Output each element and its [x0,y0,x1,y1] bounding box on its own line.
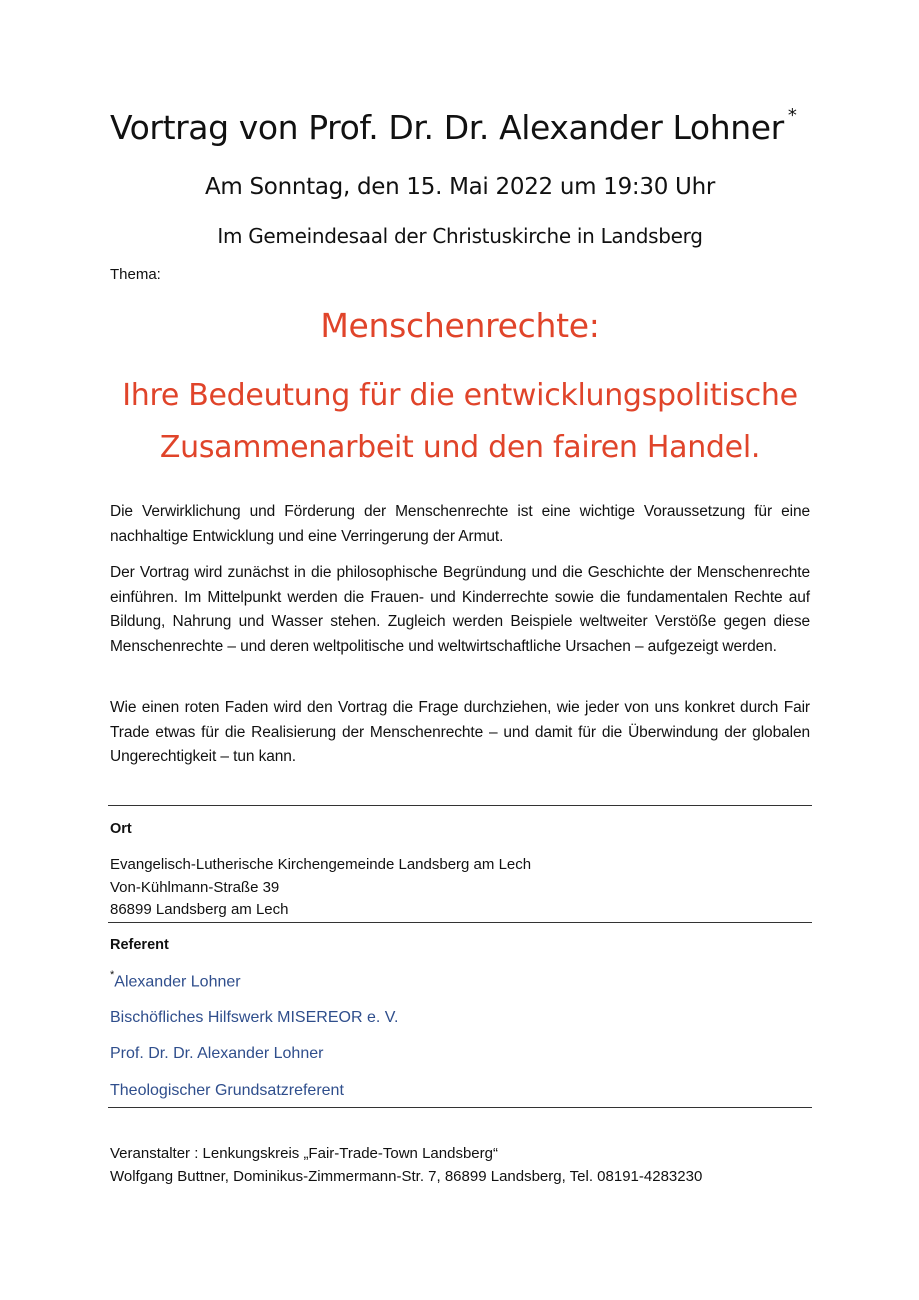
section-divider [108,805,812,806]
section-divider [108,1107,812,1108]
referent-name [110,971,241,991]
topic-subline [100,370,820,474]
referent-label: Referent [110,937,169,953]
section-divider [108,922,812,923]
title-footnote-mark: * [787,105,797,126]
organizer-line: Veranstalter : Lenkungskreis „Fair-Trade-Town Landsberg“ [110,1145,498,1162]
page-title [110,105,797,147]
ort-label: Ort [110,821,132,837]
address-line: 86899 Landsberg am Lech [110,901,289,918]
topic-subline-1: Ihre Bedeutung für die entwicklungspolitische [122,378,798,413]
event-date: Am Sonntag, den 15. Mai 2022 um 19:30 Uhr [204,174,716,200]
title-text: Vortrag von Prof. Dr. Dr. Alexander Lohner [110,108,784,147]
body-paragraph: Die Verwirklichung und Förderung der Menschenrechte ist eine wichtige Voraussetzung für eine nachhaltige Entwicklung und eine Verringerung der Armut. [110,503,810,545]
referent-full-name: Prof. Dr. Dr. Alexander Lohner [110,1045,324,1062]
footer [110,1143,702,1188]
address-line: Evangelisch-Lutherische Kirchengemeinde Landsberg am Lech [110,856,532,873]
topic-headline: Menschenrechte: [320,306,600,345]
referent-footnote-mark: * [110,969,115,981]
referent-organization: Bischöfliches Hilfswerk MISEREOR e. V. [110,1009,399,1026]
referent-name-text: Alexander Lohner [114,973,241,991]
contact-line: Wolfgang Buttner, Dominikus-Zimmermann-Str. 7, 86899 Landsberg, Tel. 08191-4283230 [110,1167,703,1185]
ort-address [110,854,531,922]
event-venue: Im Gemeindesaal der Christuskirche in Landsberg [217,224,703,248]
topic-subline-2: Zusammenarbeit und den fairen Handel. [159,430,761,465]
body-paragraph: Der Vortrag wird zunächst in die philosophische Begründung und die Geschichte der Menschenrechte einführen. Im Mittelpunkt werden die Frauen- und Kinderrechte sowie die fundamentalen Rechte auf Bildung, Nahrung und Wasser stehen. Zugleich werden Beispiele weltweiter Verstöße gegen diese Menschenrechte – und deren weltpolitische und weltwirtschaftliche Ursachen – aufgezeigt werden. [110,564,810,655]
address-line: Von-Kühlmann-Straße 39 [110,878,280,896]
thema-label: Thema: [110,266,161,283]
body-paragraph: Wie einen roten Faden wird den Vortrag die Frage durchziehen, wie jeder von uns konkret durch Fair Trade etwas für die Realisierung der Menschenrechte – und damit für die Überwindung der globalen Ungerechtigkeit – tun kann. [110,699,810,766]
referent-role: Theologischer Grundsatzreferent [110,1082,344,1099]
